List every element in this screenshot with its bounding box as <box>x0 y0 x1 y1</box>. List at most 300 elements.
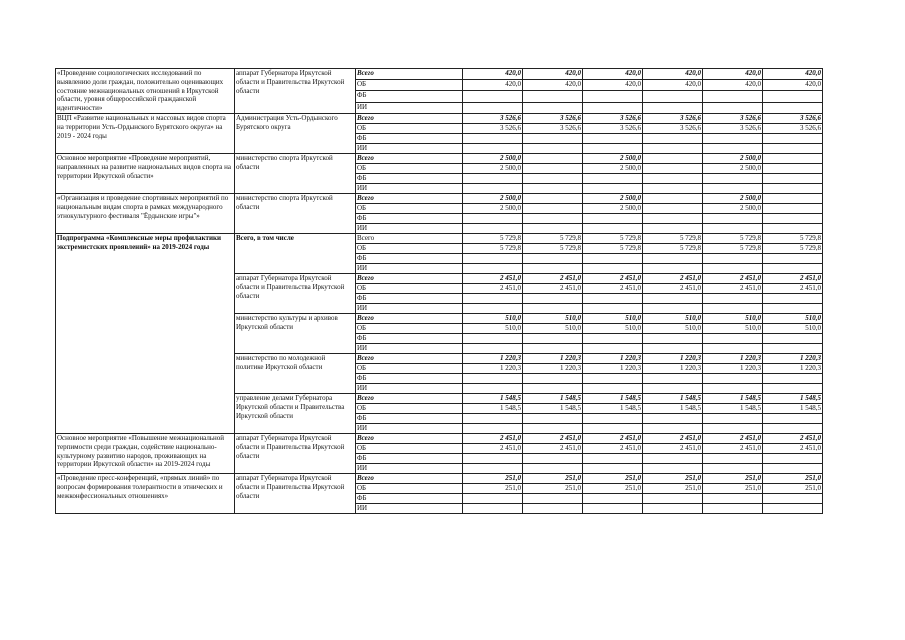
value-cell-year-5: 2 451,0 <box>703 433 763 443</box>
value-cell-year-2 <box>523 303 583 313</box>
value-cell-year-2: 2 451,0 <box>523 433 583 443</box>
funding-source-cell: ИИ <box>356 143 463 153</box>
executor-cell: аппарат Губернатора Иркутской области и Правительства Иркутской области <box>235 433 356 473</box>
event-name-cell: «Проведение пресс-конференций, «прямых линий» по вопросам формирования толерантности в этнических и межконфессиональных отношениях» <box>56 473 235 513</box>
value-cell-year-4 <box>643 133 703 143</box>
event-name-cell: Основное мероприятие «Проведение мероприятий, направленных на развитие национальных видов спорта на территории Иркутской области» <box>56 153 235 193</box>
value-cell-year-3: 2 451,0 <box>583 443 643 453</box>
value-cell-year-5: 251,0 <box>703 473 763 483</box>
value-cell-year-2: 1 548,5 <box>523 403 583 413</box>
value-cell-year-1 <box>463 383 523 393</box>
value-cell-year-3 <box>583 102 643 113</box>
funding-source-cell: ФБ <box>356 453 463 463</box>
value-cell-year-2 <box>523 213 583 223</box>
value-cell-year-2 <box>523 263 583 273</box>
value-cell-year-1 <box>463 303 523 313</box>
funding-source-cell: ОБ <box>356 80 463 91</box>
funding-source-cell: Всего <box>356 69 463 80</box>
value-cell-year-6: 2 451,0 <box>763 433 823 443</box>
value-cell-year-2 <box>523 193 583 203</box>
value-cell-year-1: 2 451,0 <box>463 273 523 283</box>
value-cell-year-1 <box>463 263 523 273</box>
value-cell-year-3: 3 526,6 <box>583 123 643 133</box>
value-cell-year-4 <box>643 173 703 183</box>
executor-cell: министерство спорта Иркутской области <box>235 153 356 193</box>
value-cell-year-5 <box>703 373 763 383</box>
value-cell-year-3 <box>583 383 643 393</box>
value-cell-year-5 <box>703 333 763 343</box>
value-cell-year-1: 2 451,0 <box>463 443 523 453</box>
value-cell-year-6: 510,0 <box>763 313 823 323</box>
value-cell-year-5: 3 526,6 <box>703 123 763 133</box>
table-row <box>56 233 823 243</box>
value-cell-year-6 <box>763 133 823 143</box>
value-cell-year-1 <box>463 213 523 223</box>
value-cell-year-1 <box>463 343 523 353</box>
value-cell-year-5: 1 220,3 <box>703 353 763 363</box>
value-cell-year-5 <box>703 463 763 473</box>
value-cell-year-1: 1 220,3 <box>463 353 523 363</box>
value-cell-year-5 <box>703 413 763 423</box>
value-cell-year-6: 420,0 <box>763 80 823 91</box>
value-cell-year-2 <box>523 463 583 473</box>
value-cell-year-3: 2 500,0 <box>583 203 643 213</box>
value-cell-year-4 <box>643 303 703 313</box>
event-name-cell: «Проведение социологических исследований по выявлению доли граждан, положительно оценивающих состояние межнациональных отношений в Иркутской области, уровня общероссийской гражданской идентичности» <box>56 69 235 114</box>
value-cell-year-5 <box>703 493 763 503</box>
value-cell-year-6 <box>763 343 823 353</box>
table-row <box>56 153 823 163</box>
value-cell-year-1 <box>463 373 523 383</box>
value-cell-year-4: 420,0 <box>643 80 703 91</box>
value-cell-year-6: 510,0 <box>763 323 823 333</box>
value-cell-year-4: 510,0 <box>643 313 703 323</box>
value-cell-year-5 <box>703 223 763 233</box>
value-cell-year-5: 251,0 <box>703 483 763 493</box>
value-cell-year-2 <box>523 223 583 233</box>
executor-cell: управление делами Губернатора Иркутской области и Правительства Иркутской области <box>235 393 356 433</box>
value-cell-year-1 <box>463 423 523 433</box>
value-cell-year-4: 2 451,0 <box>643 273 703 283</box>
value-cell-year-5 <box>703 102 763 113</box>
value-cell-year-3: 2 500,0 <box>583 193 643 203</box>
value-cell-year-3 <box>583 413 643 423</box>
value-cell-year-3: 251,0 <box>583 473 643 483</box>
funding-source-cell: ИИ <box>356 383 463 393</box>
funding-source-cell: Всего <box>356 153 463 163</box>
value-cell-year-4: 510,0 <box>643 323 703 333</box>
value-cell-year-5: 2 451,0 <box>703 273 763 283</box>
value-cell-year-4: 1 220,3 <box>643 353 703 363</box>
value-cell-year-4: 251,0 <box>643 483 703 493</box>
value-cell-year-3: 510,0 <box>583 313 643 323</box>
value-cell-year-5: 1 548,5 <box>703 393 763 403</box>
value-cell-year-4 <box>643 343 703 353</box>
value-cell-year-1: 251,0 <box>463 473 523 483</box>
value-cell-year-2 <box>523 343 583 353</box>
funding-source-cell: ОБ <box>356 403 463 413</box>
value-cell-year-3 <box>583 423 643 433</box>
value-cell-year-1: 420,0 <box>463 69 523 80</box>
value-cell-year-6 <box>763 303 823 313</box>
funding-source-cell: ФБ <box>356 413 463 423</box>
value-cell-year-2: 5 729,8 <box>523 233 583 243</box>
table-row <box>56 113 823 123</box>
value-cell-year-5 <box>703 383 763 393</box>
value-cell-year-4: 1 548,5 <box>643 393 703 403</box>
value-cell-year-1 <box>463 143 523 153</box>
budget-table <box>55 68 823 514</box>
value-cell-year-6: 3 526,6 <box>763 113 823 123</box>
value-cell-year-5: 1 548,5 <box>703 403 763 413</box>
value-cell-year-5: 2 451,0 <box>703 283 763 293</box>
value-cell-year-6 <box>763 503 823 513</box>
value-cell-year-3 <box>583 253 643 263</box>
value-cell-year-2: 2 451,0 <box>523 283 583 293</box>
value-cell-year-2: 510,0 <box>523 313 583 323</box>
value-cell-year-1 <box>463 183 523 193</box>
value-cell-year-6 <box>763 423 823 433</box>
value-cell-year-1: 1 220,3 <box>463 363 523 373</box>
value-cell-year-3: 510,0 <box>583 323 643 333</box>
executor-cell: министерство культуры и архивов Иркутской области <box>235 313 356 353</box>
value-cell-year-5 <box>703 293 763 303</box>
value-cell-year-5: 420,0 <box>703 69 763 80</box>
value-cell-year-6 <box>763 373 823 383</box>
value-cell-year-5: 2 500,0 <box>703 203 763 213</box>
value-cell-year-4: 3 526,6 <box>643 123 703 133</box>
value-cell-year-6: 3 526,6 <box>763 123 823 133</box>
funding-source-cell: Всего <box>356 473 463 483</box>
value-cell-year-6 <box>763 91 823 102</box>
value-cell-year-3 <box>583 333 643 343</box>
value-cell-year-6: 420,0 <box>763 69 823 80</box>
value-cell-year-3: 1 548,5 <box>583 393 643 403</box>
value-cell-year-4 <box>643 423 703 433</box>
value-cell-year-5: 420,0 <box>703 80 763 91</box>
executor-cell: министерство спорта Иркутской области <box>235 193 356 233</box>
value-cell-year-1 <box>463 102 523 113</box>
value-cell-year-5 <box>703 173 763 183</box>
value-cell-year-3: 2 451,0 <box>583 273 643 283</box>
funding-source-cell: Всего <box>356 193 463 203</box>
value-cell-year-5: 3 526,6 <box>703 113 763 123</box>
funding-source-cell: ФБ <box>356 213 463 223</box>
value-cell-year-3: 2 500,0 <box>583 153 643 163</box>
value-cell-year-1: 2 500,0 <box>463 163 523 173</box>
value-cell-year-4 <box>643 413 703 423</box>
value-cell-year-6: 5 729,8 <box>763 233 823 243</box>
value-cell-year-6: 5 729,8 <box>763 243 823 253</box>
funding-source-cell: Всего <box>356 433 463 443</box>
executor-cell: аппарат Губернатора Иркутской области и Правительства Иркутской области <box>235 69 356 114</box>
value-cell-year-4 <box>643 183 703 193</box>
value-cell-year-4 <box>643 293 703 303</box>
value-cell-year-2: 2 451,0 <box>523 443 583 453</box>
value-cell-year-4: 1 548,5 <box>643 403 703 413</box>
value-cell-year-6 <box>763 463 823 473</box>
value-cell-year-1: 251,0 <box>463 483 523 493</box>
executor-cell: министерство по молодежной политике Иркутской области <box>235 353 356 393</box>
value-cell-year-4 <box>643 373 703 383</box>
funding-source-cell: ОБ <box>356 443 463 453</box>
funding-source-cell: ФБ <box>356 373 463 383</box>
value-cell-year-2: 5 729,8 <box>523 243 583 253</box>
event-name-cell: ВЦП «Развитие национальных и массовых видов спорта на территории Усть-Ордынского Бурятского округа» на 2019 - 2024 годы <box>56 113 235 153</box>
value-cell-year-3 <box>583 91 643 102</box>
event-name-cell: Основное мероприятие «Повышение межнациональной терпимости среди граждан, содействие национально-культурному развитию народов, проживающих на территории Иркутской области» на 2019-2024 годы <box>56 433 235 473</box>
value-cell-year-6: 251,0 <box>763 473 823 483</box>
funding-source-cell: ИИ <box>356 463 463 473</box>
value-cell-year-6 <box>763 213 823 223</box>
value-cell-year-4: 5 729,8 <box>643 243 703 253</box>
value-cell-year-6 <box>763 183 823 193</box>
value-cell-year-2 <box>523 102 583 113</box>
funding-source-cell: ИИ <box>356 263 463 273</box>
funding-source-cell: ФБ <box>356 133 463 143</box>
value-cell-year-1: 1 548,5 <box>463 403 523 413</box>
value-cell-year-4: 1 220,3 <box>643 363 703 373</box>
value-cell-year-5 <box>703 343 763 353</box>
value-cell-year-4 <box>643 163 703 173</box>
value-cell-year-2 <box>523 333 583 343</box>
value-cell-year-1: 2 451,0 <box>463 433 523 443</box>
value-cell-year-3: 2 451,0 <box>583 283 643 293</box>
value-cell-year-3 <box>583 503 643 513</box>
value-cell-year-3: 2 451,0 <box>583 433 643 443</box>
value-cell-year-5 <box>703 143 763 153</box>
value-cell-year-6 <box>763 203 823 213</box>
value-cell-year-6 <box>763 263 823 273</box>
value-cell-year-1: 510,0 <box>463 313 523 323</box>
value-cell-year-6 <box>763 413 823 423</box>
value-cell-year-5: 2 451,0 <box>703 443 763 453</box>
value-cell-year-2: 1 220,3 <box>523 363 583 373</box>
value-cell-year-4 <box>643 143 703 153</box>
value-cell-year-3 <box>583 293 643 303</box>
value-cell-year-4 <box>643 153 703 163</box>
value-cell-year-6 <box>763 163 823 173</box>
value-cell-year-2: 2 451,0 <box>523 273 583 283</box>
value-cell-year-6: 251,0 <box>763 483 823 493</box>
value-cell-year-6 <box>763 453 823 463</box>
value-cell-year-2: 1 220,3 <box>523 353 583 363</box>
value-cell-year-3 <box>583 343 643 353</box>
value-cell-year-4 <box>643 223 703 233</box>
value-cell-year-5 <box>703 91 763 102</box>
funding-source-cell: ФБ <box>356 173 463 183</box>
funding-source-cell: ФБ <box>356 253 463 263</box>
funding-source-cell: ИИ <box>356 303 463 313</box>
funding-source-cell: ИИ <box>356 343 463 353</box>
funding-source-cell: ОБ <box>356 363 463 373</box>
funding-source-cell: ИИ <box>356 102 463 113</box>
value-cell-year-5: 2 500,0 <box>703 193 763 203</box>
value-cell-year-2 <box>523 493 583 503</box>
value-cell-year-3: 251,0 <box>583 483 643 493</box>
value-cell-year-6 <box>763 153 823 163</box>
value-cell-year-4 <box>643 463 703 473</box>
funding-source-cell: Всего <box>356 233 463 243</box>
table-row <box>56 193 823 203</box>
value-cell-year-2: 420,0 <box>523 80 583 91</box>
value-cell-year-4 <box>643 333 703 343</box>
value-cell-year-2 <box>523 503 583 513</box>
value-cell-year-6 <box>763 143 823 153</box>
value-cell-year-2 <box>523 173 583 183</box>
value-cell-year-3: 1 548,5 <box>583 403 643 413</box>
value-cell-year-5: 510,0 <box>703 323 763 333</box>
value-cell-year-4 <box>643 91 703 102</box>
value-cell-year-3: 1 220,3 <box>583 363 643 373</box>
value-cell-year-1 <box>463 333 523 343</box>
value-cell-year-6 <box>763 493 823 503</box>
value-cell-year-5: 2 500,0 <box>703 153 763 163</box>
value-cell-year-5: 2 500,0 <box>703 163 763 173</box>
value-cell-year-1 <box>463 453 523 463</box>
funding-source-cell: ИИ <box>356 223 463 233</box>
funding-source-cell: Всего <box>356 353 463 363</box>
value-cell-year-2 <box>523 91 583 102</box>
value-cell-year-2 <box>523 423 583 433</box>
value-cell-year-3: 3 526,6 <box>583 113 643 123</box>
funding-source-cell: ИИ <box>356 423 463 433</box>
value-cell-year-1 <box>463 503 523 513</box>
value-cell-year-6 <box>763 193 823 203</box>
value-cell-year-3: 1 220,3 <box>583 353 643 363</box>
value-cell-year-1: 2 500,0 <box>463 203 523 213</box>
funding-source-cell: ОБ <box>356 123 463 133</box>
value-cell-year-6: 2 451,0 <box>763 283 823 293</box>
value-cell-year-6 <box>763 223 823 233</box>
value-cell-year-2 <box>523 163 583 173</box>
table-body <box>56 69 823 514</box>
value-cell-year-5 <box>703 263 763 273</box>
value-cell-year-2: 3 526,6 <box>523 123 583 133</box>
value-cell-year-3 <box>583 173 643 183</box>
value-cell-year-6 <box>763 173 823 183</box>
value-cell-year-3: 2 500,0 <box>583 163 643 173</box>
value-cell-year-2: 1 548,5 <box>523 393 583 403</box>
value-cell-year-4: 3 526,6 <box>643 113 703 123</box>
value-cell-year-6: 2 451,0 <box>763 273 823 283</box>
value-cell-year-4 <box>643 203 703 213</box>
value-cell-year-1: 510,0 <box>463 323 523 333</box>
value-cell-year-6: 1 548,5 <box>763 403 823 413</box>
value-cell-year-6: 1 220,3 <box>763 353 823 363</box>
value-cell-year-1 <box>463 133 523 143</box>
value-cell-year-6: 2 451,0 <box>763 443 823 453</box>
value-cell-year-2 <box>523 383 583 393</box>
value-cell-year-5 <box>703 133 763 143</box>
value-cell-year-3: 5 729,8 <box>583 233 643 243</box>
value-cell-year-2: 510,0 <box>523 323 583 333</box>
value-cell-year-5 <box>703 183 763 193</box>
value-cell-year-2 <box>523 133 583 143</box>
value-cell-year-3 <box>583 263 643 273</box>
executor-cell: аппарат Губернатора Иркутской области и Правительства Иркутской области <box>235 473 356 513</box>
funding-source-cell: ОБ <box>356 283 463 293</box>
value-cell-year-1: 1 548,5 <box>463 393 523 403</box>
value-cell-year-2 <box>523 183 583 193</box>
value-cell-year-2 <box>523 373 583 383</box>
funding-source-cell: ОБ <box>356 323 463 333</box>
executor-cell: Администрация Усть-Ордынского Бурятского округа <box>235 113 356 153</box>
value-cell-year-2: 251,0 <box>523 473 583 483</box>
value-cell-year-1 <box>463 493 523 503</box>
funding-source-cell: ФБ <box>356 493 463 503</box>
value-cell-year-6: 1 220,3 <box>763 363 823 373</box>
value-cell-year-4: 5 729,8 <box>643 233 703 243</box>
value-cell-year-1: 5 729,8 <box>463 233 523 243</box>
value-cell-year-3 <box>583 453 643 463</box>
value-cell-year-2 <box>523 143 583 153</box>
funding-source-cell: ФБ <box>356 333 463 343</box>
value-cell-year-3 <box>583 463 643 473</box>
value-cell-year-3 <box>583 303 643 313</box>
table-row <box>56 433 823 443</box>
value-cell-year-1 <box>463 91 523 102</box>
value-cell-year-6 <box>763 102 823 113</box>
value-cell-year-1: 2 500,0 <box>463 193 523 203</box>
value-cell-year-1: 2 451,0 <box>463 283 523 293</box>
value-cell-year-2 <box>523 293 583 303</box>
value-cell-year-3 <box>583 183 643 193</box>
table-row <box>56 473 823 483</box>
value-cell-year-3 <box>583 493 643 503</box>
value-cell-year-3 <box>583 213 643 223</box>
value-cell-year-1 <box>463 223 523 233</box>
funding-source-cell: Всего <box>356 393 463 403</box>
value-cell-year-6 <box>763 383 823 393</box>
subprogram-name-cell: Подпрограмма «Комплексные меры профилактики экстремистских проявлений» на 2019-2024 годы <box>56 233 235 433</box>
value-cell-year-4 <box>643 213 703 223</box>
value-cell-year-1 <box>463 413 523 423</box>
value-cell-year-6 <box>763 293 823 303</box>
value-cell-year-4 <box>643 193 703 203</box>
value-cell-year-1 <box>463 463 523 473</box>
event-name-cell: «Организация и проведение спортивных мероприятий по национальным видам спорта в рамках международного этнокультурного фестиваля "Ёрдынские игры"» <box>56 193 235 233</box>
value-cell-year-4 <box>643 493 703 503</box>
value-cell-year-5 <box>703 423 763 433</box>
value-cell-year-1 <box>463 253 523 263</box>
value-cell-year-2: 420,0 <box>523 69 583 80</box>
funding-source-cell: ОБ <box>356 203 463 213</box>
value-cell-year-5: 510,0 <box>703 313 763 323</box>
executor-cell: аппарат Губернатора Иркутской области и Правительства Иркутской области <box>235 273 356 313</box>
value-cell-year-5 <box>703 253 763 263</box>
value-cell-year-5 <box>703 303 763 313</box>
value-cell-year-2 <box>523 153 583 163</box>
value-cell-year-4: 251,0 <box>643 473 703 483</box>
funding-source-cell: ФБ <box>356 91 463 102</box>
value-cell-year-4: 2 451,0 <box>643 283 703 293</box>
value-cell-year-5 <box>703 213 763 223</box>
value-cell-year-3: 420,0 <box>583 69 643 80</box>
value-cell-year-3: 420,0 <box>583 80 643 91</box>
value-cell-year-1: 3 526,6 <box>463 113 523 123</box>
funding-source-cell: ИИ <box>356 503 463 513</box>
value-cell-year-4 <box>643 503 703 513</box>
value-cell-year-1: 3 526,6 <box>463 123 523 133</box>
value-cell-year-2 <box>523 413 583 423</box>
value-cell-year-4: 420,0 <box>643 69 703 80</box>
value-cell-year-3 <box>583 373 643 383</box>
funding-source-cell: Всего <box>356 313 463 323</box>
value-cell-year-1 <box>463 173 523 183</box>
value-cell-year-2: 3 526,6 <box>523 113 583 123</box>
value-cell-year-4 <box>643 383 703 393</box>
